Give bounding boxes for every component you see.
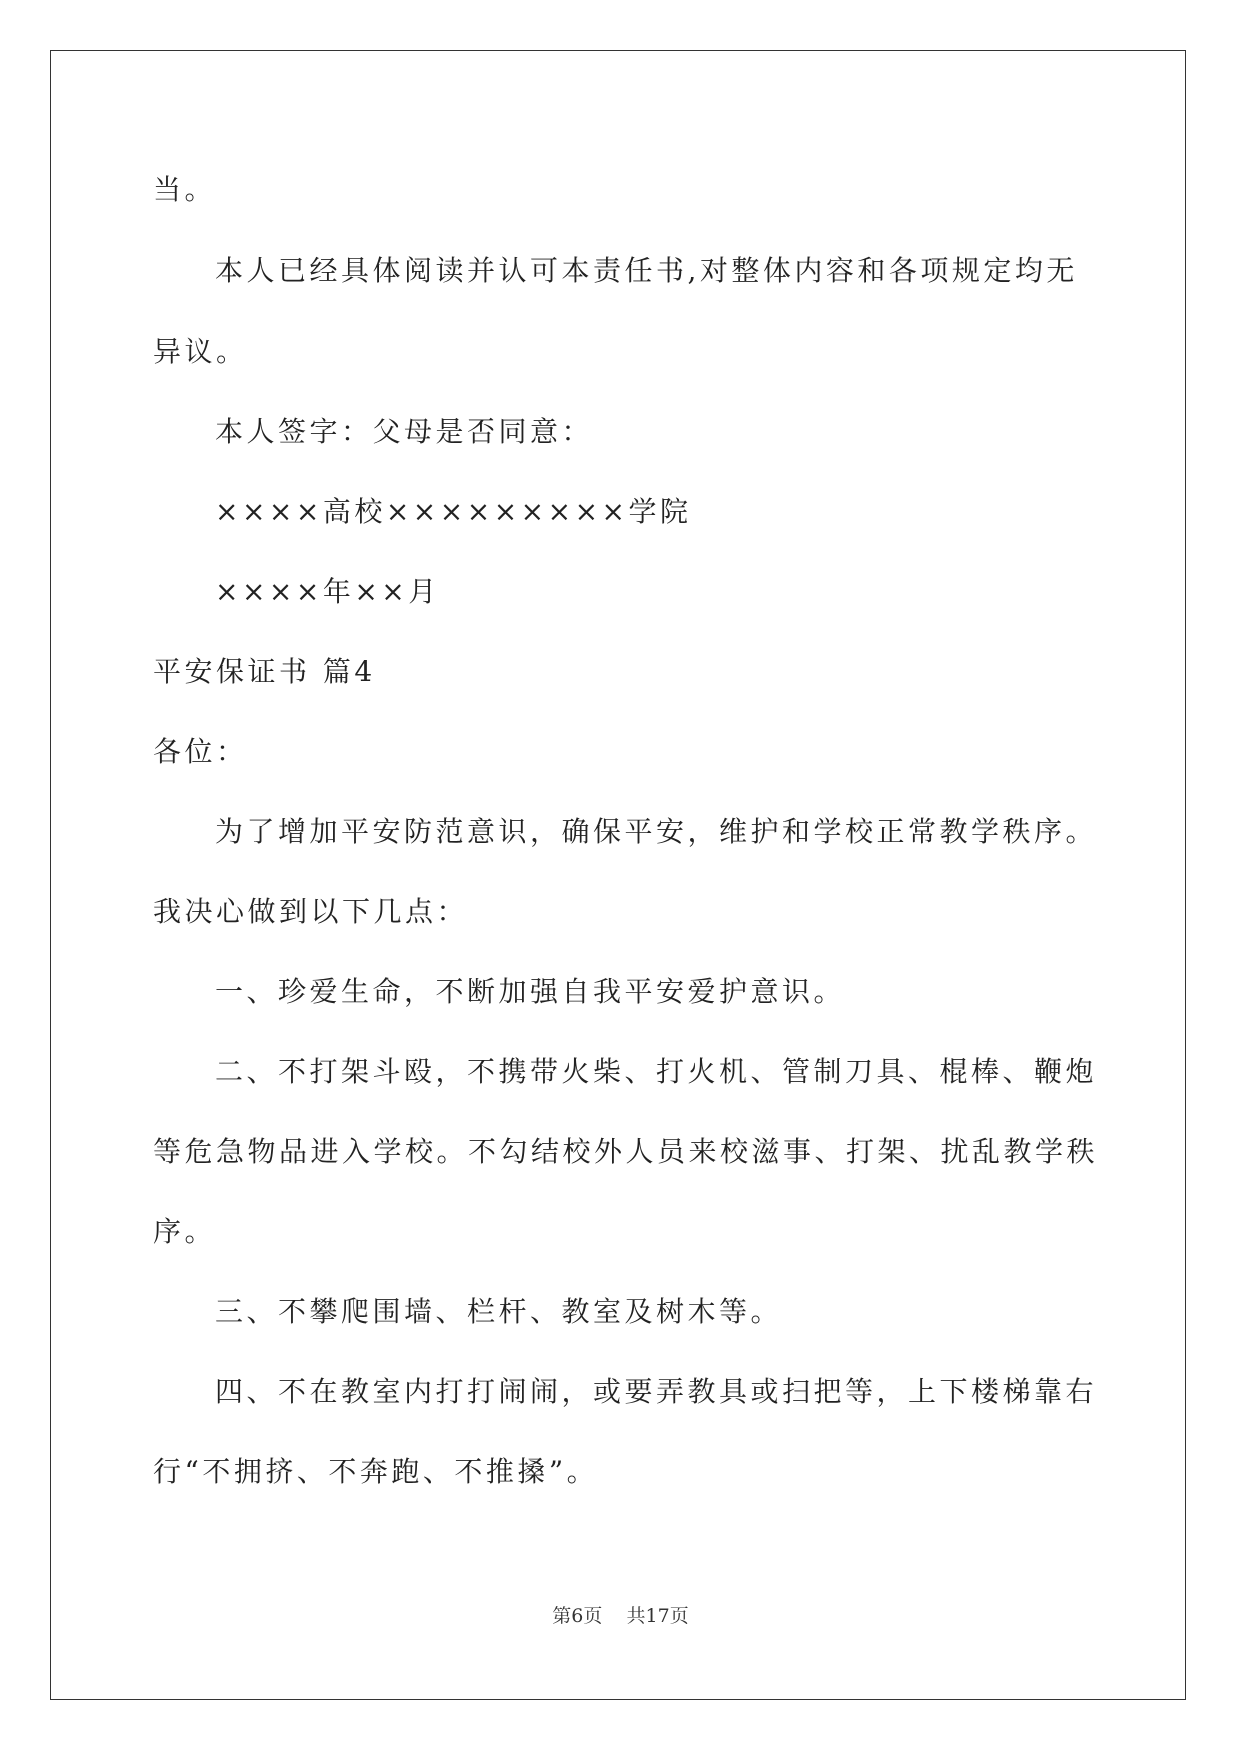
text-line: 我决心做到以下几点： (153, 895, 469, 928)
text-line: 等危急物品进入学校。不勾结校外人员来校滋事、打架、扰乱教学秩 (153, 1135, 1099, 1168)
text-line: 序。 (153, 1215, 217, 1248)
list-item: 一、珍爱生命，不断加强自我平安爱护意识。 (215, 975, 846, 1008)
text-line: 异议。 (153, 335, 248, 368)
institution-line: ××××高校×××××××××学院 (215, 495, 692, 528)
list-item: 二、不打架斗殴，不携带火柴、打火机、管制刀具、棍棒、鞭炮 (215, 1055, 1098, 1088)
list-item: 四、不在教室内打打闹闹，或要弄教具或扫把等，上下楼梯靠右 (215, 1375, 1098, 1408)
page-total: 共17页 (626, 1605, 689, 1627)
paragraph-line: 本人已经具体阅读并认可本责任书,对整体内容和各项规定均无 (215, 254, 1078, 287)
page-number: 第6页 (552, 1605, 603, 1627)
text-line: 行“不拥挤、不奔跑、不推搡”。 (153, 1455, 599, 1488)
section-heading: 平安保证书 篇4 (153, 655, 376, 688)
date-line: ××××年××月 (215, 575, 440, 608)
paragraph-line: 为了增加平安防范意识，确保平安，维护和学校正常教学秩序。 (215, 815, 1098, 848)
list-item: 三、不攀爬围墙、栏杆、教室及树木等。 (215, 1295, 783, 1328)
salutation: 各位： (153, 735, 248, 768)
page-footer (0, 1604, 1241, 1628)
signature-line: 本人签字：父母是否同意： (215, 415, 594, 448)
text-line: 当。 (153, 173, 217, 206)
